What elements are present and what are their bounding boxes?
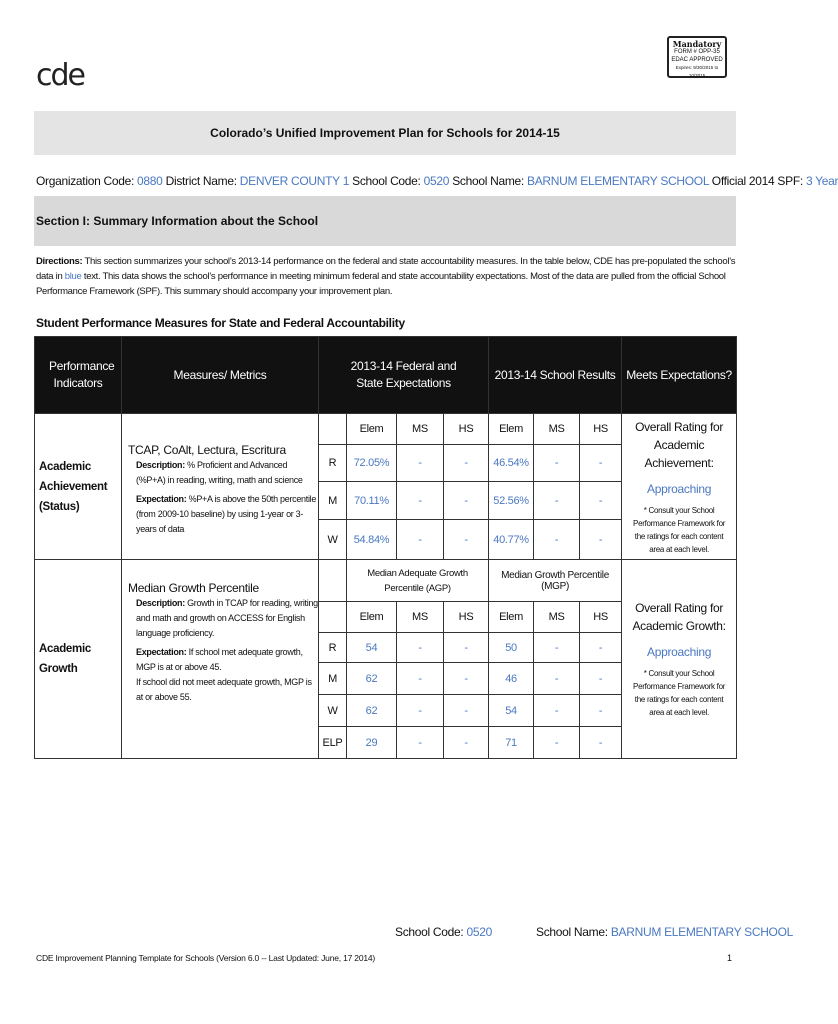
achievement-desc-text: % Proficient and Advanced (%P+A) in reading, writing, math and science (136, 460, 303, 485)
row-label: W (319, 520, 347, 560)
expectation-value: 54 (347, 633, 397, 663)
row-label: R (319, 633, 347, 663)
blank-cell (319, 602, 347, 633)
spf-label: Official 2014 SPF: (711, 174, 803, 188)
result-value: 46.54% (489, 445, 534, 482)
level-ms: MS (534, 414, 580, 445)
result-value: - (580, 445, 622, 482)
level-elem: Elem (489, 414, 534, 445)
blank-cell (319, 560, 347, 602)
level-ms: MS (534, 602, 580, 633)
result-value: - (534, 695, 580, 727)
achievement-rating (622, 414, 737, 560)
footer-school-name (536, 925, 793, 939)
level-ms: MS (397, 414, 444, 445)
org-code-value: 0880 (137, 174, 163, 188)
result-value: - (580, 695, 622, 727)
growth-rating (622, 560, 737, 759)
result-value: - (534, 663, 580, 695)
row-label: M (319, 482, 347, 520)
result-value: - (580, 663, 622, 695)
spf-value: 3 Year (805, 174, 838, 188)
achievement-exp-text: %P+A is above the 50th percentile (from 2009-10 baseline) by using 1-year or 3-years of data (136, 494, 317, 534)
row-label: ELP (319, 727, 347, 759)
expectation-value: - (444, 520, 489, 560)
achievement-exp-label: Expectation: (136, 494, 187, 504)
growth-measure (122, 560, 319, 759)
school-name-value: BARNUM ELEMENTARY SCHOOL (527, 174, 709, 188)
result-value: 52.56% (489, 482, 534, 520)
row-label: R (319, 445, 347, 482)
level-hs: HS (444, 414, 489, 445)
expectation-value: - (397, 445, 444, 482)
level-hs: HS (580, 414, 622, 445)
expectation-value: - (444, 633, 489, 663)
header-meets: Meets Expectations? (622, 337, 737, 414)
blank-cell (319, 414, 347, 445)
expectation-value: 70.11% (347, 482, 397, 520)
expectation-value: - (397, 633, 444, 663)
mgp-header: Median Growth Percentile (MGP) (489, 560, 622, 602)
directions (36, 254, 736, 299)
growth-rating-value: Approaching (647, 645, 712, 659)
expectation-value: - (444, 445, 489, 482)
expectation-value: 29 (347, 727, 397, 759)
expectation-value: 72.05% (347, 445, 397, 482)
achievement-expectation (128, 492, 318, 537)
level-elem: Elem (347, 602, 397, 633)
table-heading: Student Performance Measures for State and Federal Accountability (36, 316, 405, 330)
growth-expectation-2: If school did not meet adequate growth, MGP is at or above 55. (136, 677, 312, 702)
level-hs: HS (444, 602, 489, 633)
expectation-value: - (397, 482, 444, 520)
result-value: - (534, 633, 580, 663)
expectation-value: - (444, 482, 489, 520)
growth-measure-title: Median Growth Percentile (128, 581, 259, 595)
footer-school-name-label: School Name: (536, 925, 608, 939)
result-value: - (580, 727, 622, 759)
expectation-value: - (444, 695, 489, 727)
school-code-value: 0520 (423, 174, 450, 188)
school-name-label: School Name: (452, 174, 524, 188)
indicator-growth: Academic Growth (35, 560, 122, 759)
growth-desc-label: Description: (136, 598, 185, 608)
footer-school-name-value: BARNUM ELEMENTARY SCHOOL (610, 925, 794, 939)
organization-info (36, 174, 838, 188)
header-measures: Measures/ Metrics (122, 337, 319, 414)
growth-rating-title: Overall Rating for Academic Growth: (632, 601, 726, 633)
expectation-value: - (397, 663, 444, 695)
result-value: - (580, 633, 622, 663)
level-ms: MS (397, 602, 444, 633)
achievement-measure-title: TCAP, CoAlt, Lectura, Escritura (128, 443, 286, 457)
district-value: DENVER COUNTY 1 (239, 174, 350, 188)
expectation-value: - (444, 663, 489, 695)
stamp-line-1: Mandatory (672, 39, 722, 49)
growth-exp-text: If school met adequate growth, MGP is at or above 45. (136, 647, 303, 672)
footer-school-code (395, 925, 492, 939)
header-expectations: 2013-14 Federal and State Expectations (319, 337, 489, 414)
achievement-rating-note: * Consult your School Performance Framework for the ratings for each content area at each level. (633, 505, 726, 554)
result-value: 71 (489, 727, 534, 759)
result-value: - (534, 445, 580, 482)
growth-desc-text: Growth in TCAP for reading, writing and math and growth on ACCESS for English language proficiency. (136, 598, 318, 638)
expectation-value: - (397, 520, 444, 560)
stamp-line-4: Expires: 9/30/2015 to 10/2015 (675, 65, 719, 78)
header-indicators: Performance Indicators (35, 337, 122, 414)
document-title: Colorado’s Unified Improvement Plan for Schools for 2014-15 (34, 111, 736, 155)
achievement-rating-value: Approaching (647, 481, 712, 496)
result-value: - (580, 482, 622, 520)
level-elem: Elem (347, 414, 397, 445)
row-label: W (319, 695, 347, 727)
indicator-achievement: Academic Achievement (Status) (35, 414, 122, 560)
page-number: 1 (727, 953, 733, 963)
org-code-label: Organization Code: (36, 174, 134, 188)
row-label: M (319, 663, 347, 695)
expectation-value: 62 (347, 663, 397, 695)
directions-text-1: This section summarizes your school’s 2013-14 performance on the federal and state accountability measures. In the table below, CDE has pre-populated the school’s data in (36, 256, 736, 282)
expectation-value: 62 (347, 695, 397, 727)
result-value: - (534, 482, 580, 520)
cde-logo: cde (36, 58, 84, 93)
stamp-line-3: EDAC APPROVED (671, 57, 723, 63)
result-value: - (534, 727, 580, 759)
district-label: District Name: (165, 174, 237, 188)
result-value: - (534, 520, 580, 560)
agp-header: Median Adequate Growth Percentile (AGP) (347, 560, 489, 602)
performance-table (34, 336, 737, 759)
achievement-desc-label: Description: (136, 460, 185, 470)
directions-text-2: text. This data shows the school’s performance in meeting minimum federal and state accountability expectations. Most of the data are pulled from the official School Performance Framework (SPF). This summary should accompany your improvement plan. (36, 271, 726, 297)
growth-rating-note: * Consult your School Performance Framework for the ratings for each content area at each level. (633, 669, 726, 717)
growth-exp-label: Expectation: (136, 647, 187, 657)
expectation-value: - (397, 727, 444, 759)
footer-school-code-label: School Code: (395, 925, 464, 939)
level-elem: Elem (489, 602, 534, 633)
school-code-label: School Code: (352, 174, 421, 188)
footer-template-info: CDE Improvement Planning Template for Schools (Version 6.0 -- Last Updated: June, 17 2014) (36, 953, 376, 963)
stamp-line-2: FORM # OPP-35 (674, 49, 720, 55)
expectation-value: - (397, 695, 444, 727)
expectation-value: - (444, 727, 489, 759)
expectation-value: 54.84% (347, 520, 397, 560)
directions-label: Directions: (36, 256, 83, 267)
header-results: 2013-14 School Results (489, 337, 622, 414)
footer-school-code-value: 0520 (466, 925, 492, 939)
achievement-rating-title: Overall Rating for Academic Achievement: (635, 419, 724, 470)
achievement-description (128, 458, 318, 488)
result-value: 54 (489, 695, 534, 727)
section-title: Section I: Summary Information about the School (34, 196, 736, 246)
growth-description (128, 596, 318, 641)
achievement-measure (122, 414, 319, 560)
directions-blue-word: blue (64, 271, 82, 282)
result-value: 50 (489, 633, 534, 663)
approval-stamp (667, 36, 727, 78)
growth-expectation (128, 645, 318, 675)
level-hs: HS (580, 602, 622, 633)
result-value: 40.77% (489, 520, 534, 560)
result-value: - (580, 520, 622, 560)
result-value: 46 (489, 663, 534, 695)
